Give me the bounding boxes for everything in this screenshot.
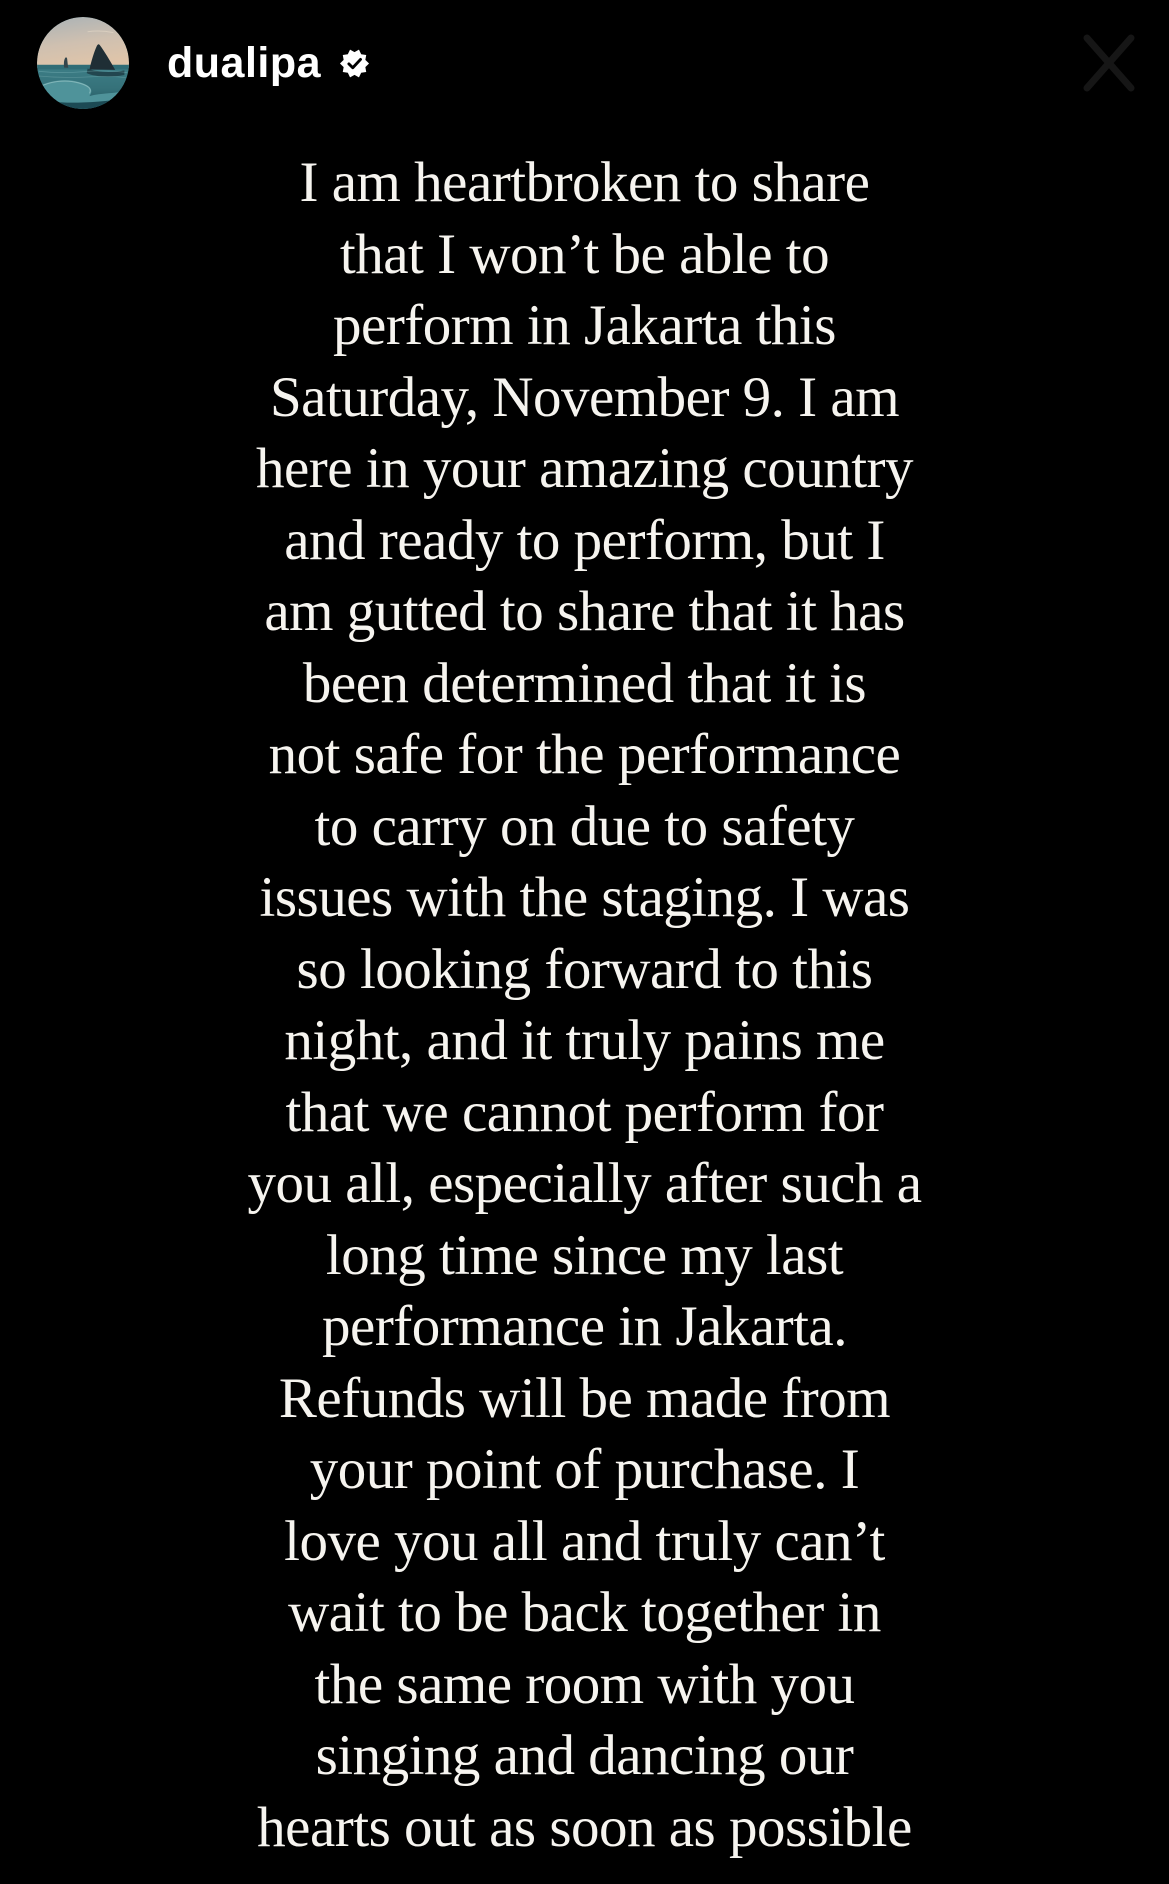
- story-header: [37, 17, 370, 109]
- story-text-line: so looking forward to this: [296, 937, 873, 1001]
- close-icon[interactable]: [1079, 32, 1139, 94]
- story-text: [0, 147, 1169, 1863]
- story-text-line: the same room with you: [314, 1652, 855, 1716]
- story-text-line: perform in Jakarta this: [333, 294, 836, 357]
- story-text-line: performance in Jakarta.: [322, 1295, 847, 1358]
- story-text-line: singing and dancing our: [315, 1724, 854, 1787]
- story-text-line: am gutted to share that it has: [264, 580, 905, 643]
- story-text-line: that I won’t be able to: [339, 222, 830, 286]
- story-text-line: love you all and truly can’t: [284, 1509, 885, 1573]
- story-text-line: Refunds will be made from: [278, 1366, 891, 1430]
- story-text-line: been determined that it is: [302, 651, 867, 715]
- story-text-line: you all, especially after such a: [247, 1152, 922, 1215]
- story-text-line: issues with the staging. I was: [259, 866, 910, 929]
- verified-badge-icon: [339, 48, 370, 79]
- story-text-line: that we cannot perform for: [285, 1080, 884, 1144]
- story-text-line: and ready to perform, but I: [284, 508, 885, 572]
- story-text-line: your point of purchase. I: [309, 1438, 860, 1501]
- story-text-line: to carry on due to safety: [314, 794, 855, 858]
- story-text-line: night, and it truly pains me: [284, 1009, 885, 1072]
- story-text-line: not safe for the performance: [268, 723, 901, 786]
- story-text-line: wait to be back together in: [288, 1581, 881, 1644]
- story-text-line: here in your amazing country: [255, 437, 914, 500]
- story-text-line: hearts out as soon as possible: [257, 1795, 912, 1859]
- avatar-ocean-shark-image: [37, 17, 129, 109]
- username[interactable]: dualipa: [167, 38, 322, 87]
- avatar[interactable]: [37, 17, 129, 109]
- story-text-line: Saturday, November 9. I am: [269, 365, 900, 429]
- story-text-line: long time since my last: [325, 1223, 844, 1287]
- story-text-line: I am heartbroken to share: [299, 151, 870, 214]
